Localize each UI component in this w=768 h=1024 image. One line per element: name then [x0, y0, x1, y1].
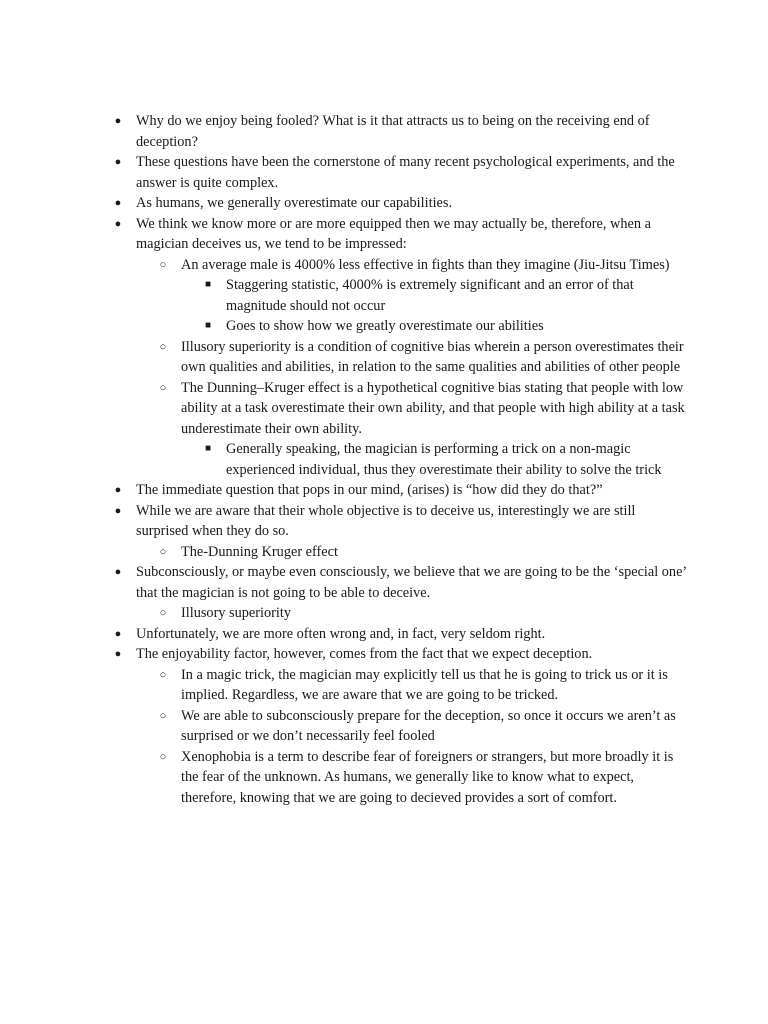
- list-item-level-2: [112, 337, 687, 378]
- list-item-level-3: [112, 439, 687, 480]
- list-item-level-2: [112, 706, 687, 747]
- disc-bullet-icon: ●: [114, 627, 122, 640]
- list-item-level-1: [112, 193, 687, 214]
- square-bullet-icon: ■: [204, 320, 212, 331]
- list-item-level-2: [112, 747, 687, 809]
- list-item-level-2: [112, 603, 687, 624]
- disc-bullet-icon: ●: [114, 197, 122, 209]
- circle-bullet-icon: ○: [159, 340, 167, 353]
- list-item-text: Why do we enjoy being fooled? What is it that attracts us to being on the receiving end of deception?: [136, 113, 650, 150]
- list-item-text: Staggering statistic, 4000% is extremely significant and an error of that magnitude should not occur: [226, 277, 634, 314]
- list-item-text: Generally speaking, the magician is performing a trick on a non-magic experienced individual, thus they overestimate their ability to solve the trick: [226, 441, 662, 478]
- list-item-text: Goes to show how we greatly overestimate our abilities: [226, 318, 544, 334]
- list-item-text: An average male is 4000% less effective in fights than they imagine (Jiu-Jitsu Times): [181, 256, 670, 273]
- disc-bullet-icon: ●: [114, 566, 122, 578]
- list-item-level-1: [112, 562, 687, 603]
- list-item-text: Xenophobia is a term to describe fear of foreigners or strangers, but more broadly it is the fear of the unknown. As humans, we generally like to know what to expect, therefore, knowing that we are going to decieved provides a sort of comfort.: [181, 748, 674, 806]
- circle-bullet-icon: ○: [159, 709, 167, 722]
- disc-bullet-icon: ●: [114, 484, 122, 496]
- list-item-level-1: [112, 152, 687, 193]
- list-item-level-2: [112, 665, 687, 706]
- list-item-level-2: [112, 255, 687, 276]
- list-item-text: While we are aware that their whole objective is to deceive us, interestingly we are still surprised when they do so.: [136, 502, 636, 539]
- list-item-level-1: [112, 501, 687, 542]
- list-item-level-1: [112, 624, 687, 645]
- list-item-level-1: [112, 480, 687, 501]
- list-item-level-1: [112, 644, 687, 665]
- circle-bullet-icon: ○: [159, 750, 167, 763]
- list-item-text: Illusory superiority: [181, 605, 291, 621]
- square-bullet-icon: ■: [204, 443, 212, 454]
- list-item-text: Illusory superiority is a condition of cognitive bias wherein a person overestimates their own qualities and abilities, in relation to the same qualities and abilities of other people: [181, 338, 684, 375]
- circle-bullet-icon: ○: [159, 545, 167, 558]
- list-item-text: Unfortunately, we are more often wrong and, in fact, very seldom right.: [136, 625, 546, 642]
- circle-bullet-icon: ○: [159, 668, 167, 681]
- list-item-level-1: [112, 214, 687, 255]
- disc-bullet-icon: ●: [114, 115, 122, 127]
- circle-bullet-icon: ○: [159, 607, 167, 619]
- list-item-text: These questions have been the cornerstone of many recent psychological experiments, and the answer is quite complex.: [136, 154, 675, 191]
- list-item-text: The Dunning–Kruger effect is a hypothetical cognitive bias stating that people with low ability at a task overestimate their own ability, and that people with high ability at a task underestimate their own ability.: [181, 379, 685, 437]
- list-item-level-2: [112, 542, 687, 563]
- list-item-text: The enjoyability factor, however, comes from the fact that we expect deception.: [136, 646, 593, 662]
- circle-bullet-icon: ○: [159, 258, 167, 271]
- list-item-text: The-Dunning Kruger effect: [181, 543, 338, 560]
- list-item-level-1: [112, 111, 687, 152]
- circle-bullet-icon: ○: [159, 381, 167, 394]
- list-item-level-2: [112, 378, 687, 440]
- list-item-text: We think we know more or are more equipped then we may actually be, therefore, when a magician deceives us, we tend to be impressed:: [136, 215, 651, 252]
- disc-bullet-icon: ●: [114, 648, 122, 660]
- list-item-text: We are able to subconsciously prepare for the deception, so once it occurs we aren’t as surprised or we don’t necessarily feel fooled: [181, 707, 676, 744]
- list-item-text: As humans, we generally overestimate our capabilities.: [136, 195, 453, 211]
- list-item-text: In a magic trick, the magician may explicitly tell us that he is going to trick us or it is implied. Regardless, we are aware that we are going to be tricked.: [181, 666, 668, 703]
- disc-bullet-icon: ●: [114, 156, 122, 168]
- disc-bullet-icon: ●: [114, 504, 122, 517]
- list-item-text: Subconsciously, or maybe even consciously, we believe that we are going to be the ‘special one’ that the magician is not going to be able to deceive.: [136, 564, 687, 601]
- list-item-level-3: [112, 316, 687, 337]
- list-item-level-3: [112, 275, 687, 316]
- square-bullet-icon: ■: [204, 279, 212, 290]
- bullet-outline: [112, 111, 687, 808]
- list-item-text: The immediate question that pops in our mind, (arises) is “how did they do that?”: [136, 482, 603, 498]
- disc-bullet-icon: ●: [114, 217, 122, 230]
